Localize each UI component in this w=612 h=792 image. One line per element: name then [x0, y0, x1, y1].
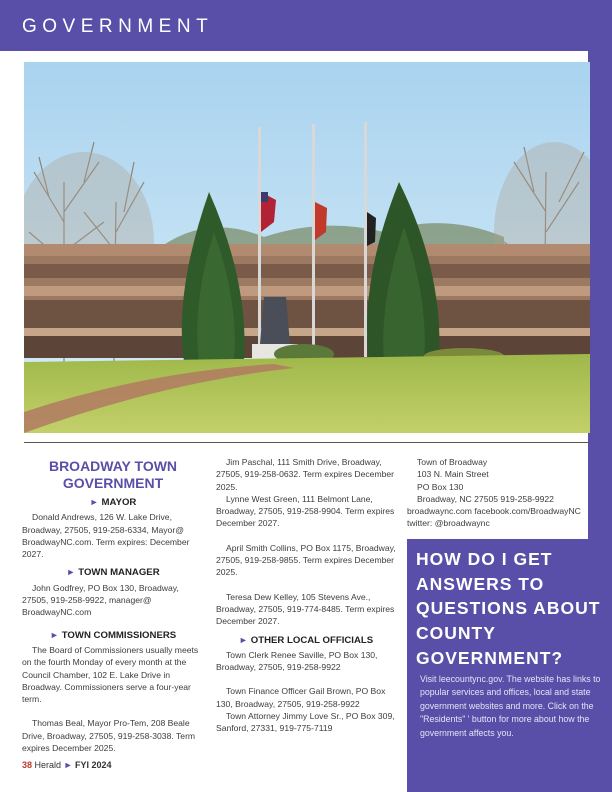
mayor-heading: [22, 496, 204, 509]
triangle-arrow-icon: ►: [49, 629, 59, 640]
triangle-arrow-icon: ►: [66, 567, 76, 578]
twitter-handle[interactable]: twitter: @broadwaync: [407, 518, 490, 529]
commissioner-entry: April Smith Collins, PO Box 1175, Broadway, 27505, 919-258-9855. Term expires December 2025.: [216, 542, 396, 578]
town-name: Town of Broadway: [417, 457, 488, 467]
mayor-text: Donald Andrews, 126 W. Lake Drive, Broadway, 27505, 919-258-6334, Mayor@ BroadwayNC.com. Term expires: December 2027.: [22, 512, 190, 560]
city-phone: Broadway, NC 27505 919-258-9922: [417, 493, 554, 504]
publication-name: Herald: [34, 760, 62, 770]
manager-text: John Godfrey, PO Box 130, Broadway, 27505, 919-258-9922, manager@ BroadwayNC.com: [22, 582, 179, 618]
government-building-photo: [24, 62, 590, 433]
commissioner-entry: Lynne West Green, 111 Belmont Lane, Broadway, 27505, 919-258-9904. Term expires December 2027.: [216, 493, 395, 529]
town-manager-heading: [22, 566, 204, 579]
commissioner-entry: Thomas Beal, Mayor Pro-Tem, 208 Beale Drive, Broadway, 27505, 919-258-3038. Term expires December 2025.: [22, 718, 196, 754]
right-column: [407, 456, 603, 530]
attorney-entry: Town Attorney Jimmy Love Sr., PO Box 309, Sanford, 27331, 919-775-7119: [216, 711, 395, 734]
photo-illustration: [24, 62, 590, 433]
other-officials-label: OTHER LOCAL OFFICIALS: [250, 634, 374, 646]
middle-column: [216, 456, 396, 735]
issue-name: FYI 2024: [75, 760, 112, 770]
page-footer: [22, 760, 112, 770]
commissioners-heading: [22, 629, 204, 642]
county-government-callout: [407, 539, 612, 792]
clerk-entry: Town Clerk Renee Saville, PO Box 130, Broadway, 27505, 919-258-9922: [216, 649, 378, 673]
street-address: 103 N. Main Street: [417, 469, 489, 480]
broadway-government-heading: BROADWAY TOWN GOVERNMENT: [48, 458, 178, 491]
triangle-arrow-icon: ►: [63, 760, 73, 770]
finance-officer-entry: Town Finance Officer Gail Brown, PO Box 130, Broadway, 27505, 919-258-9922: [216, 686, 386, 709]
commissioners-text: The Board of Commissioners usually meets on the fourth Monday of every month at the Council Chamber, 102 E. Lake Drive in Broadway. Commissioners serve a four-year term.: [22, 644, 199, 705]
mayor-label: MAYOR: [101, 497, 137, 508]
po-box: PO Box 130: [417, 481, 464, 492]
divider-line: [24, 442, 590, 443]
commissioner-entry: Jim Paschal, 111 Smith Drive, Broadway, 27505, 919-258-0632. Term expires December 2025.: [216, 457, 395, 492]
commissioner-entry: Teresa Dew Kelley, 105 Stevens Ave., Broadway, 27505, 919-774-8485. Term expires December 2027.: [216, 591, 395, 627]
commissioners-label: TOWN COMMISSIONERS: [61, 629, 177, 641]
section-title: GOVERNMENT: [22, 16, 214, 37]
website-links[interactable]: broadwaync.com facebook.com/BroadwayNC: [407, 506, 581, 517]
triangle-arrow-icon: ►: [89, 497, 99, 507]
page-number: 38: [22, 760, 33, 770]
callout-body: Visit leecountync.gov. The website has links to popular services and offices, local and state government websites and more. Click on the "Residents" ' button for more about how the government affects you.: [420, 673, 601, 738]
section-header-bar: [0, 0, 612, 51]
triangle-arrow-icon: ►: [238, 634, 248, 645]
callout-question: HOW DO I GET ANSWERS TO QUESTIONS ABOUT COUNTY GOVERNMENT?: [416, 549, 601, 668]
other-officials-heading: [216, 634, 396, 647]
left-column: [22, 458, 204, 754]
manager-label: TOWN MANAGER: [78, 567, 160, 579]
